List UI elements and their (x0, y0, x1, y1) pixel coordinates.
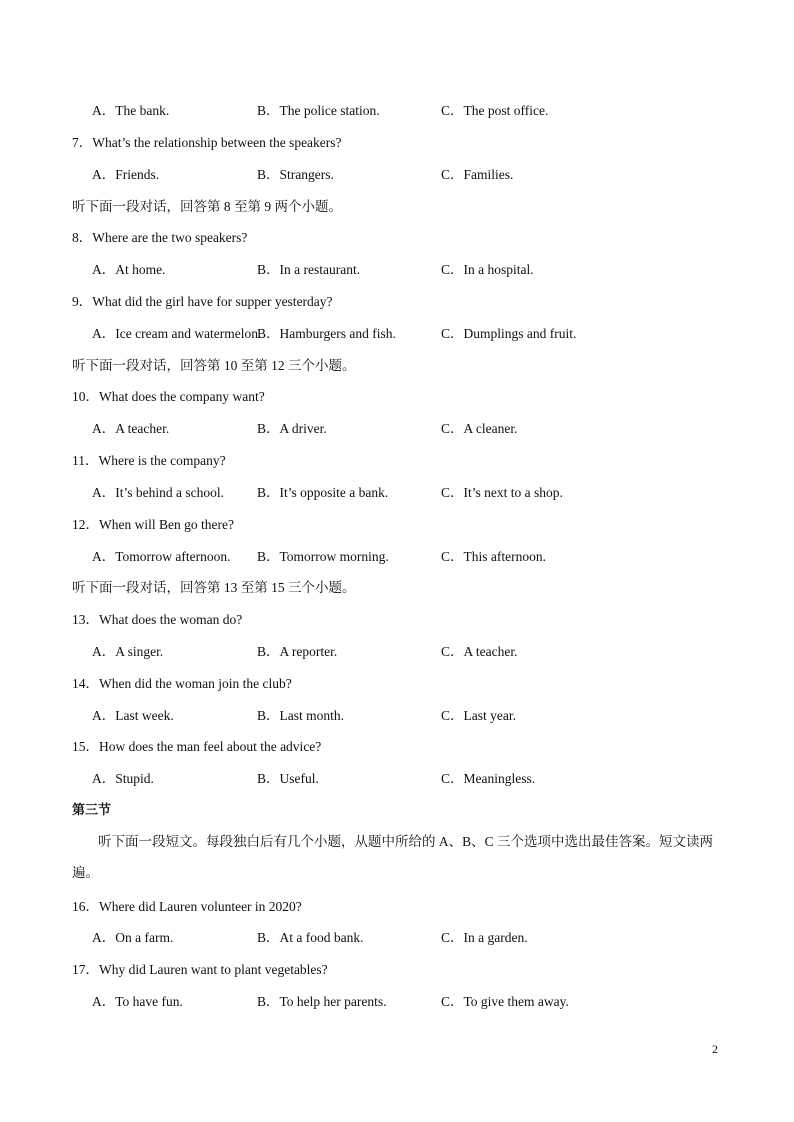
option-b: B．Tomorrow morning. (257, 549, 389, 564)
question: 16．Where did Lauren volunteer in 2020? (72, 899, 302, 914)
question: 8．Where are the two speakers? (72, 230, 248, 245)
option-c: C．To give them away. (441, 994, 569, 1009)
option-a: A．A teacher. (92, 421, 170, 436)
option-b: B．The police station. (257, 103, 380, 118)
question: 14．When did the woman join the club? (72, 676, 292, 691)
option-b: B．To help her parents. (257, 994, 387, 1009)
option-c: C．This afternoon. (441, 549, 546, 564)
option-c: C．Families. (441, 167, 514, 182)
question: 12．When will Ben go there? (72, 517, 234, 532)
question: 15．How does the man feel about the advice? (72, 739, 322, 754)
question: 13．What does the woman do? (72, 612, 243, 627)
option-a: A．Ice cream and watermelon. (92, 326, 262, 341)
option-b: B．Strangers. (257, 167, 334, 182)
question: 7．What’s the relationship between the speakers? (72, 135, 342, 150)
page-number: 2 (712, 1042, 718, 1056)
option-a: A．The bank. (92, 103, 170, 118)
option-b: B．Hamburgers and fish. (257, 326, 396, 341)
question: 11．Where is the company? (72, 453, 226, 468)
option-c: C．In a hospital. (441, 262, 534, 277)
option-a: A．To have fun. (92, 994, 183, 1009)
question: 10．What does the company want? (72, 389, 265, 404)
option-c: C．The post office. (441, 103, 549, 118)
option-a: A．It’s behind a school. (92, 485, 224, 500)
listening-instruction: 听下面一段对话，回答第 8 至第 9 两个小题。 (72, 199, 342, 214)
listening-instruction: 听下面一段对话，回答第 10 至第 12 三个小题。 (72, 358, 356, 373)
option-b: B．Last month. (257, 708, 344, 723)
option-c: C．A cleaner. (441, 421, 518, 436)
listening-instruction: 听下面一段对话，回答第 13 至第 15 三个小题。 (72, 580, 356, 595)
question: 17．Why did Lauren want to plant vegetables? (72, 962, 328, 977)
option-b: B．A reporter. (257, 644, 338, 659)
section-directions: 听下面一段短文。每段独白后有几个小题，从题中所给的 A、B、C 三个选项中选出最佳答案。短文读两遍。 (72, 834, 714, 880)
option-a: A．Stupid. (92, 771, 154, 786)
option-a: A．A singer. (92, 644, 164, 659)
option-b: B．A driver. (257, 421, 327, 436)
option-b: B．In a restaurant. (257, 262, 361, 277)
question: 9．What did the girl have for supper yesterday? (72, 294, 333, 309)
option-b: B．It’s opposite a bank. (257, 485, 389, 500)
option-c: C．In a garden. (441, 930, 528, 945)
option-a: A．Friends. (92, 167, 160, 182)
option-c: C．Last year. (441, 708, 516, 723)
option-a: A．Tomorrow afternoon. (92, 549, 231, 564)
option-c: C．It’s next to a shop. (441, 485, 563, 500)
option-c: C．Dumplings and fruit. (441, 326, 577, 341)
option-b: B．Useful. (257, 771, 319, 786)
option-a: A．At home. (92, 262, 166, 277)
section-heading: 第三节 (72, 803, 112, 818)
option-c: C．A teacher. (441, 644, 518, 659)
option-a: A．On a farm. (92, 930, 174, 945)
option-a: A．Last week. (92, 708, 174, 723)
option-b: B．At a food bank. (257, 930, 364, 945)
option-c: C．Meaningless. (441, 771, 536, 786)
